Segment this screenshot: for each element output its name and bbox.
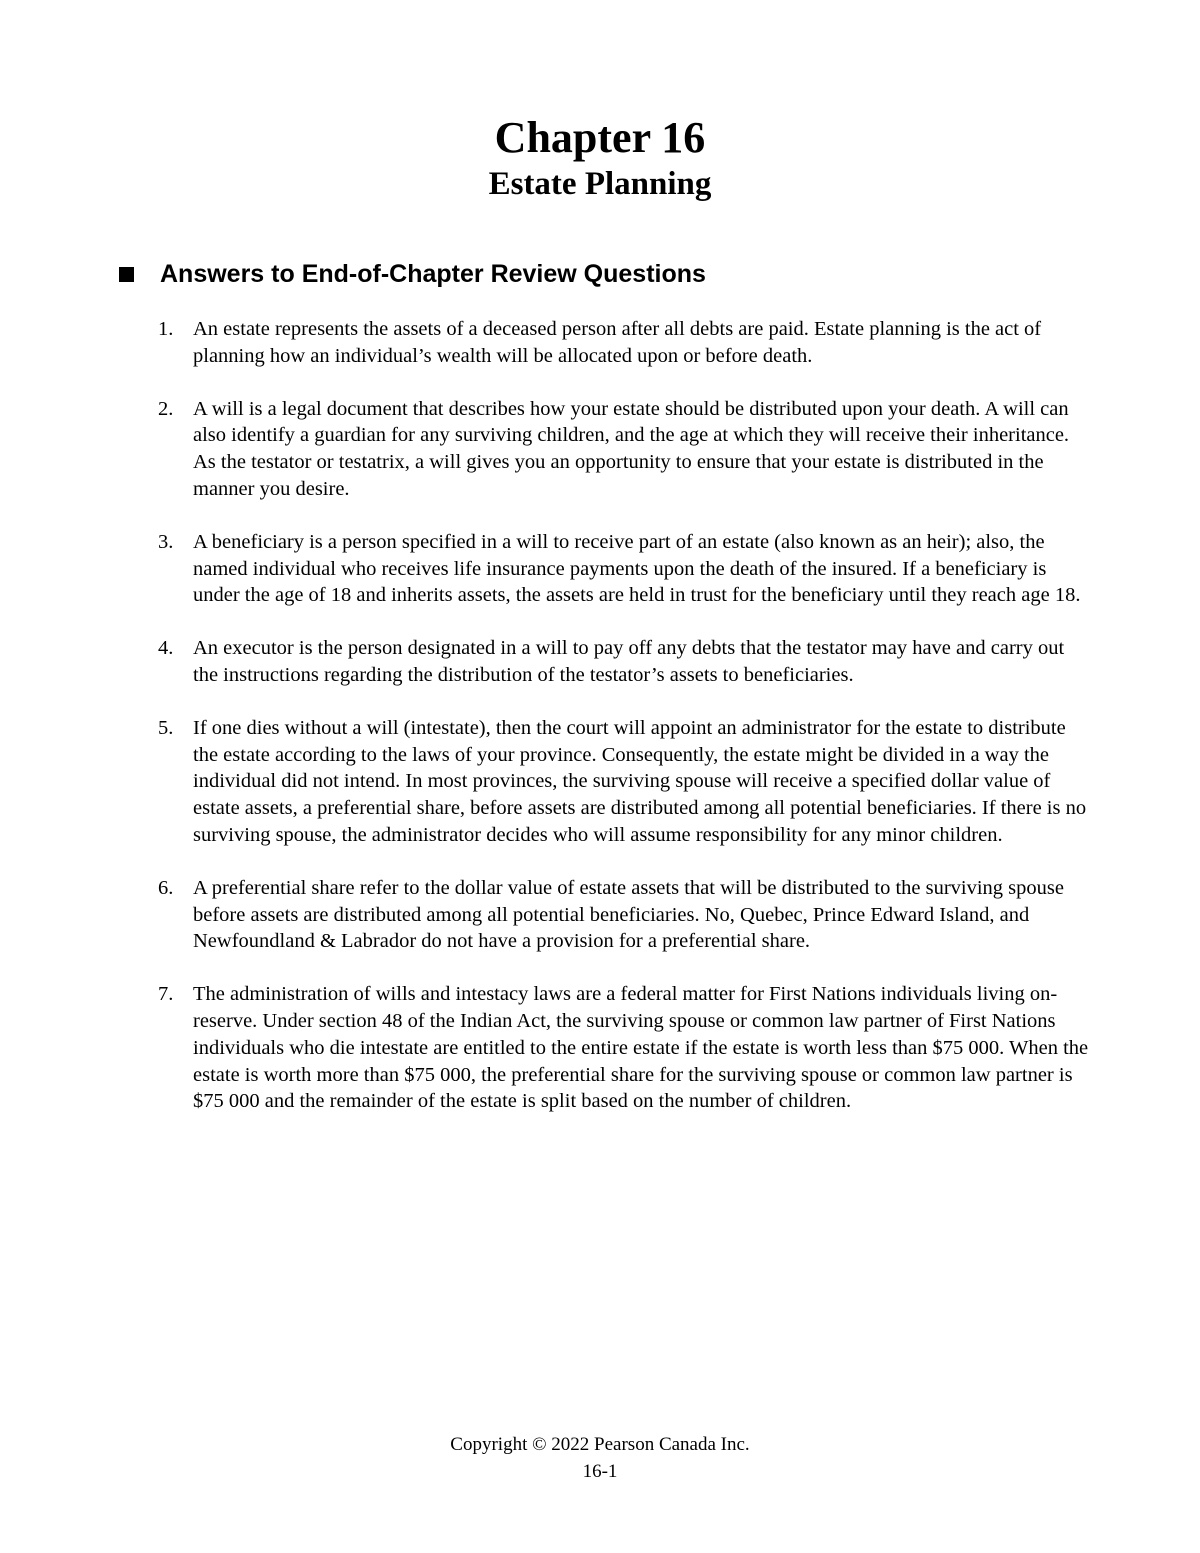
answer-item-5 [120,715,1100,849]
answer-text: The administration of wills and intestacy laws are a federal matter for First Nations individuals living on-reserve. Under section 48 of the Indian Act, the surviving spouse or common law partner of First Nations individuals who die intestate are entitled to the entire estate if the estate is worth less than $75 000. When the estate is worth more than $75 000, the preferential share for the surviving spouse or common law partner is $75 000 and the remainder of the estate is split based on the number of children. [193,983,1089,1113]
answer-number: 6. [158,876,174,899]
answers-list [120,316,1100,1141]
answer-number: 7. [158,983,174,1006]
answer-number: 4. [158,637,174,660]
footer-copyright: Copyright © 2022 Pearson Canada Inc. [450,1434,750,1455]
answer-text: A will is a legal document that describes how your estate should be distributed upon your death. A will can also identify a guardian for any surviving children, and the age at which they will receive their inheritance. As the testator or testatrix, a will gives you an opportunity to ensure that your estate is distributed in the manner you desire. [193,397,1070,500]
answer-item-1 [120,316,1100,370]
answer-item-3 [120,529,1100,609]
chapter-subtitle: Estate Planning [488,166,712,202]
answer-number: 5. [158,716,174,739]
section-heading-text: Answers to End-of-Chapter Review Questions [160,260,706,288]
answer-number: 2. [158,397,174,420]
section-heading [112,256,1092,292]
answer-item-6 [120,875,1100,955]
answer-item-4 [120,635,1100,689]
answer-item-7 [120,981,1100,1115]
answer-text: An estate represents the assets of a deceased person after all debts are paid. Estate planning is the act of planning how an individual’s wealth will be allocated upon or before death. [193,318,1042,367]
footer-page-number: 16-1 [582,1461,618,1482]
answer-text: A beneficiary is a person specified in a will to receive part of an estate (also known as an heir); also, the named individual who receives life insurance payments upon the death of the insured. If a beneficiary is under the age of 18 and inherits assets, the assets are held in trust for the beneficiary until they reach age 18. [193,530,1081,607]
answer-item-2 [120,396,1100,503]
answer-text: If one dies without a will (intestate), then the court will appoint an administrator for the estate to distribute the estate according to the laws of your province. Consequently, the estate might be divided in a way the individual did not intend. In most provinces, the surviving spouse will receive a specified dollar value of estate assets, a preferential share, before assets are distributed among all potential beneficiaries. If there is no surviving spouse, the administrator decides who will assume responsibility for any minor children. [193,716,1087,846]
answer-number: 1. [158,318,174,340]
square-bullet-icon [119,267,134,282]
chapter-title: Chapter 16 [494,113,706,162]
answer-text: A preferential share refer to the dollar value of estate assets that will be distributed to the surviving spouse before assets are distributed among all potential beneficiaries. No, Quebec, Prince Edward Island, and Newfoundland & Labrador do not have a provision for a preferential share. [193,876,1064,953]
answer-text: An executor is the person designated in a will to pay off any debts that the testator may have and carry out the instructions regarding the distribution of the testator’s assets to beneficiaries. [193,637,1065,686]
answer-number: 3. [158,530,174,553]
